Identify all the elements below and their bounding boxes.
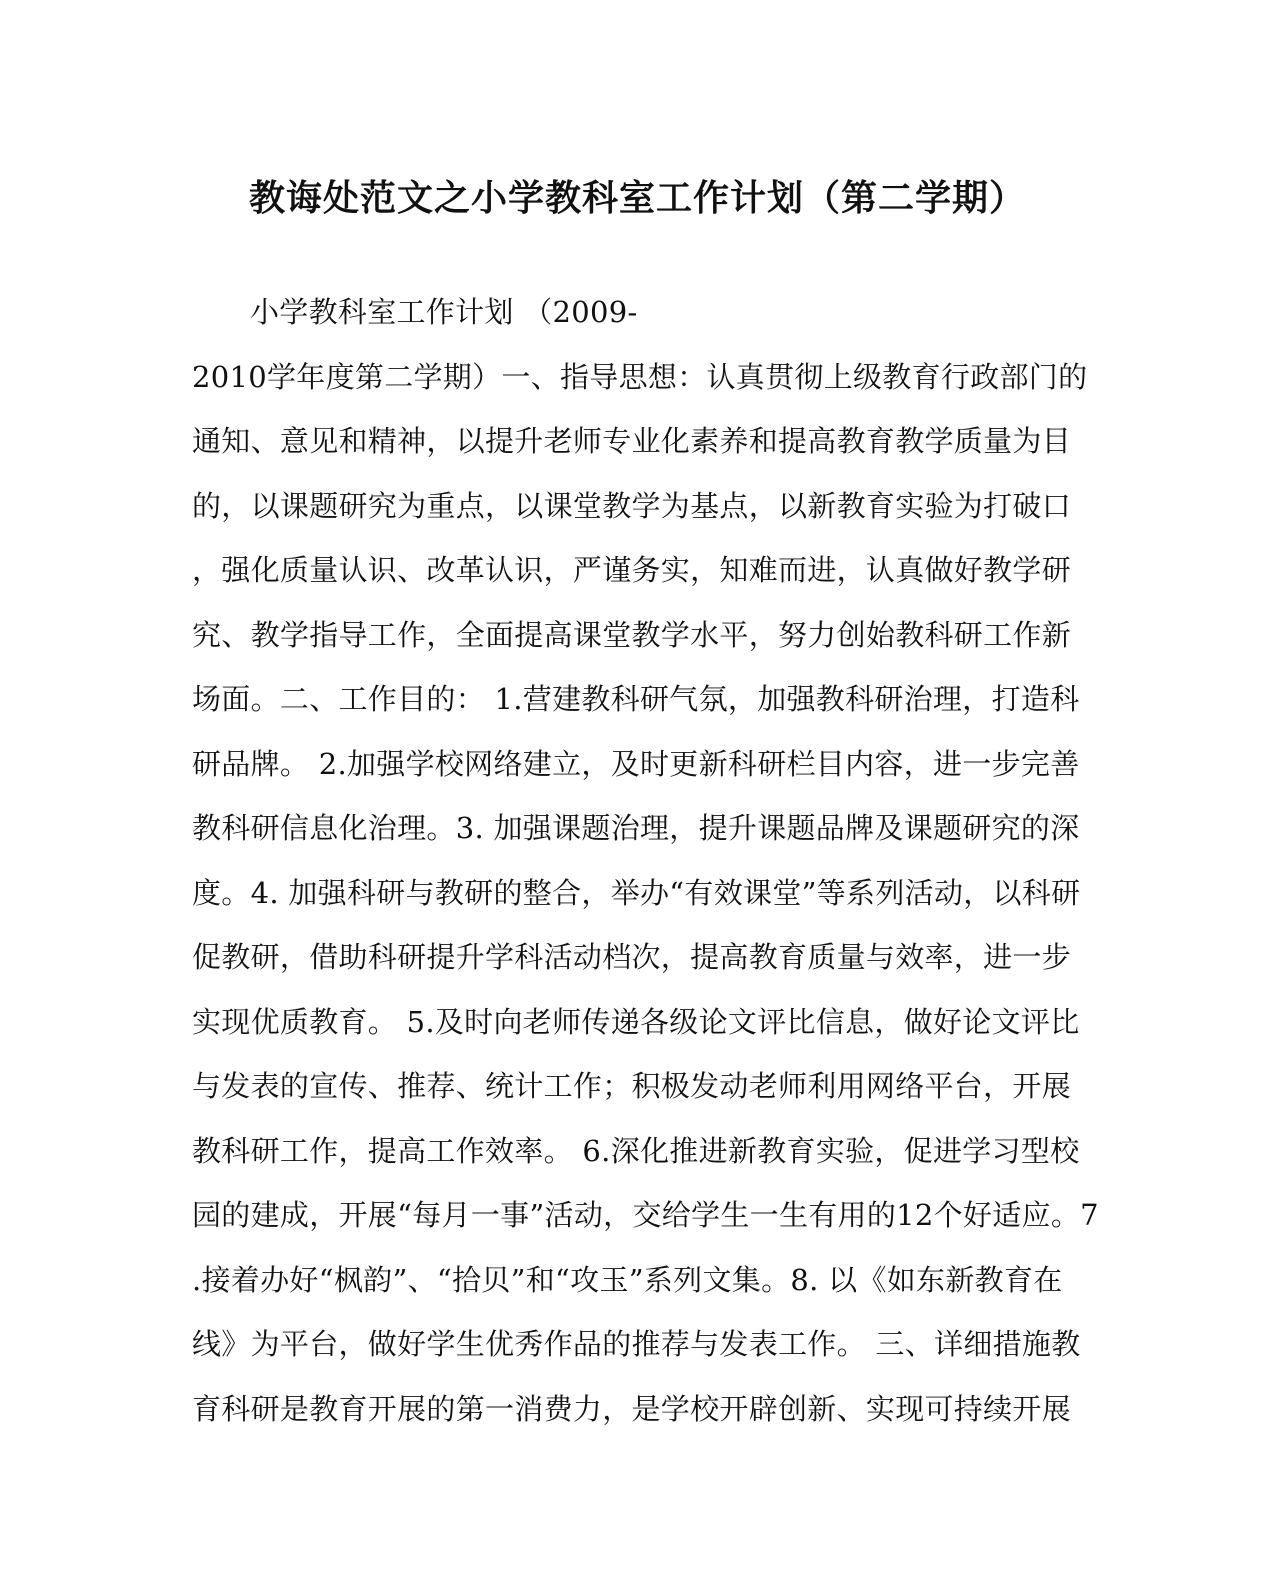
body-line: 究、教学指导工作，全面提高课堂教学水平，努力创始教科研工作新 [192,617,1072,652]
body-line: ，强化质量认识、改革认识，严谨务实，知难而进，认真做好教学研 [192,553,1072,587]
body-line: 育科研是教育开展的第一消费力，是学校开辟创新、实现可持续开展 [192,1391,1072,1426]
body-line: 场面。二、工作目的： 1.营建教科研气氛，加强教科研治理，打造科 [192,682,1080,716]
body-line: 园的建成，开展“每月一事”活动，交给学生一生有用的12个好适应。7 [192,1198,1099,1232]
body-line: 促教研，借助科研提升学科活动档次，提高教育质量与效率，进一步 [192,940,1072,974]
body-line: 2010学年度第二学期）一、指导思想：认真贯彻上级教育行政部门的 [192,359,1088,394]
body-line: 研品牌。 2.加强学校网络建立，及时更新科研栏目内容，进一步完善 [192,746,1080,781]
body-line: 实现优质教育。 5.及时向老师传递各级论文评比信息，做好论文评比 [192,1004,1080,1039]
body-line: 线》为平台，做好学生优秀作品的推荐与发表工作。 三、详细措施教 [192,1327,1081,1361]
body-line: 教科研信息化治理。3. 加强课题治理，提升课题品牌及课题研究的深 [192,811,1080,845]
document-title: 教诲处范文之小学教科室工作计划（第二学期） [248,177,1026,219]
body-line: 通知、意见和精神，以提升老师专业化素养和提高教育教学质量为目 [192,424,1072,458]
body-line: 的，以课题研究为重点，以课堂教学为基点，以新教育实验为打破口 [192,488,1072,523]
body-line: .接着办好“枫韵”、“拾贝”和“攻玉”系列文集。8. 以《如东新教育在 [192,1262,1063,1297]
body-line: 度。4. 加强科研与教研的整合，举办“有效课堂”等系列活动，以科研 [192,875,1081,910]
body-line: 教科研工作，提高工作效率。 6.深化推进新教育实验，促进学习型校 [192,1133,1080,1168]
document-body [192,280,1099,1441]
body-line: 与发表的宣传、推荐、统计工作；积极发动老师利用网络平台，开展 [192,1069,1072,1103]
body-line: 小学教科室工作计划 （2009- [250,295,638,329]
